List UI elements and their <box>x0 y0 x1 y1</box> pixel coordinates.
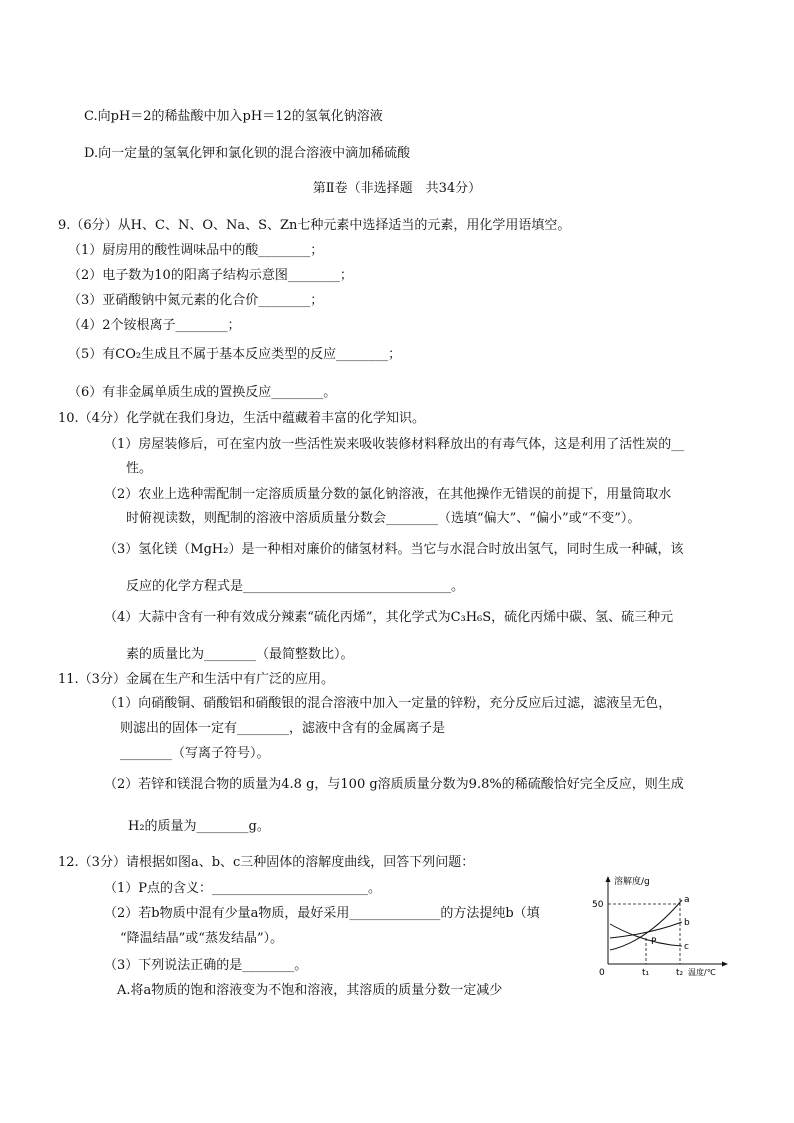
q9-item-3: （3）亚硝酸钠中氮元素的化合价________； <box>68 293 324 308</box>
curve-c-label: c <box>684 942 689 952</box>
q10-item-3-line1: （3）氢化镁（MgH₂）是一种相对廉价的储氢材料。当它与水混合时放出氢气，同时生成一种碱，该 <box>104 542 684 557</box>
q10-item-2-line1: （2）农业上选种需配制一定溶质质量分数的氯化钠溶液，在其他操作无错误的前提下，用量筒取水 <box>104 487 672 502</box>
q12-option-a: A.将a物质的饱和溶液变为不饱和溶液，其溶质的质量分数一定减少 <box>117 983 503 998</box>
q9-item-1: （1）厨房用的酸性调味品中的酸________； <box>68 243 324 258</box>
q9-item-6: （6）有非金属单质生成的置换反应________。 <box>68 385 337 400</box>
q11-item-2-line1: （2）若锌和镁混合物的质量为4.8 g，与100 g溶质质量分数为9.8%的稀硫酸恰好完全反应，则生成 <box>104 777 684 792</box>
q11-item-1-line2: 则滤出的固体一定有________，滤液中含有的金属离子是 <box>120 721 446 736</box>
origin-label: 0 <box>599 968 605 978</box>
curve-c <box>610 924 682 946</box>
point-p-label: P <box>651 937 657 947</box>
q12-item-1: （1）P点的含义：________________________。 <box>104 881 382 896</box>
section-title: 第Ⅱ卷（非选择题 共34分） <box>312 181 482 196</box>
q9-item-2: （2）电子数为10的阳离子结构示意图________； <box>68 268 353 283</box>
q10-item-3-line2: 反应的化学方程式是________________________________。 <box>126 579 465 594</box>
q11-item-2-line2: H₂的质量为________g。 <box>128 819 270 834</box>
q12-item-2-line2: “降温结晶”或“蒸发结晶”）。 <box>120 931 284 946</box>
x-axis-arrow <box>722 962 728 967</box>
q9-item-4: （4）2个铵根离子________； <box>68 318 241 333</box>
y50-label: 50 <box>592 900 604 910</box>
solubility-graph <box>590 872 730 980</box>
x-axis-label: 温度/℃ <box>688 968 716 977</box>
q11-item-1-line1: （1）向硝酸铜、硝酸铝和硝酸银的混合溶液中加入一定量的锌粉，充分反应后过滤，滤液呈无色， <box>104 696 672 711</box>
question-12: 12.（3分）请根据如图a、b、c三种固体的溶解度曲线，回答下列问题： <box>58 855 475 870</box>
q10-item-2-line2: 时俯视读数，则配制的溶液中溶质质量分数会________（选填“偏大”、“偏小”或“不变”）。 <box>126 511 641 526</box>
question-10: 10.（4分）化学就在我们身边，生活中蕴藏着丰富的化学知识。 <box>58 411 425 426</box>
y-axis-arrow <box>606 876 611 882</box>
t2-label: t₂ <box>676 968 684 978</box>
q10-item-4-line1: （4）大蒜中含有一种有效成分辣素“硫化丙烯”，其化学式为C₃H₆S，硫化丙烯中碳、氢、硫三种元 <box>104 610 674 625</box>
q12-item-3: （3）下列说法正确的是________。 <box>104 958 308 973</box>
t1-label: t₁ <box>642 968 650 978</box>
question-11: 11.（3分）金属在生产和生活中有广泛的应用。 <box>58 672 334 687</box>
q12-item-2-line1: （2）若b物质中混有少量a物质，最好采用______________的方法提纯b（填 <box>104 906 540 921</box>
curve-a-label: a <box>684 895 690 905</box>
y-axis-label: 溶解度/g <box>614 877 650 887</box>
q11-item-1-line3: ________（写离子符号）。 <box>120 746 270 761</box>
q10-item-4-line2: 素的质量比为________（最简整数比）。 <box>126 647 354 662</box>
q10-item-1-line2: 性。 <box>126 461 153 476</box>
q9-item-5: （5）有CO₂生成且不属于基本反应类型的反应________； <box>68 347 402 362</box>
q10-item-1-line1: （1）房屋装修后，可在室内放一些活性炭来吸收装修材料释放出的有毒气体，这是利用了活性炭的__ <box>104 437 685 452</box>
curve-b-label: b <box>684 918 690 928</box>
curve-a <box>610 900 682 950</box>
option-d: D.向一定量的氢氧化钾和氯化钡的混合溶液中滴加稀硫酸 <box>84 146 411 161</box>
question-9: 9.（6分）从H、C、N、O、Na、S、Zn七种元素中选择适当的元素，用化学用语填空。 <box>58 218 571 233</box>
option-c: C.向pH＝2的稀盐酸中加入pH＝12的氢氧化钠溶液 <box>84 109 383 124</box>
